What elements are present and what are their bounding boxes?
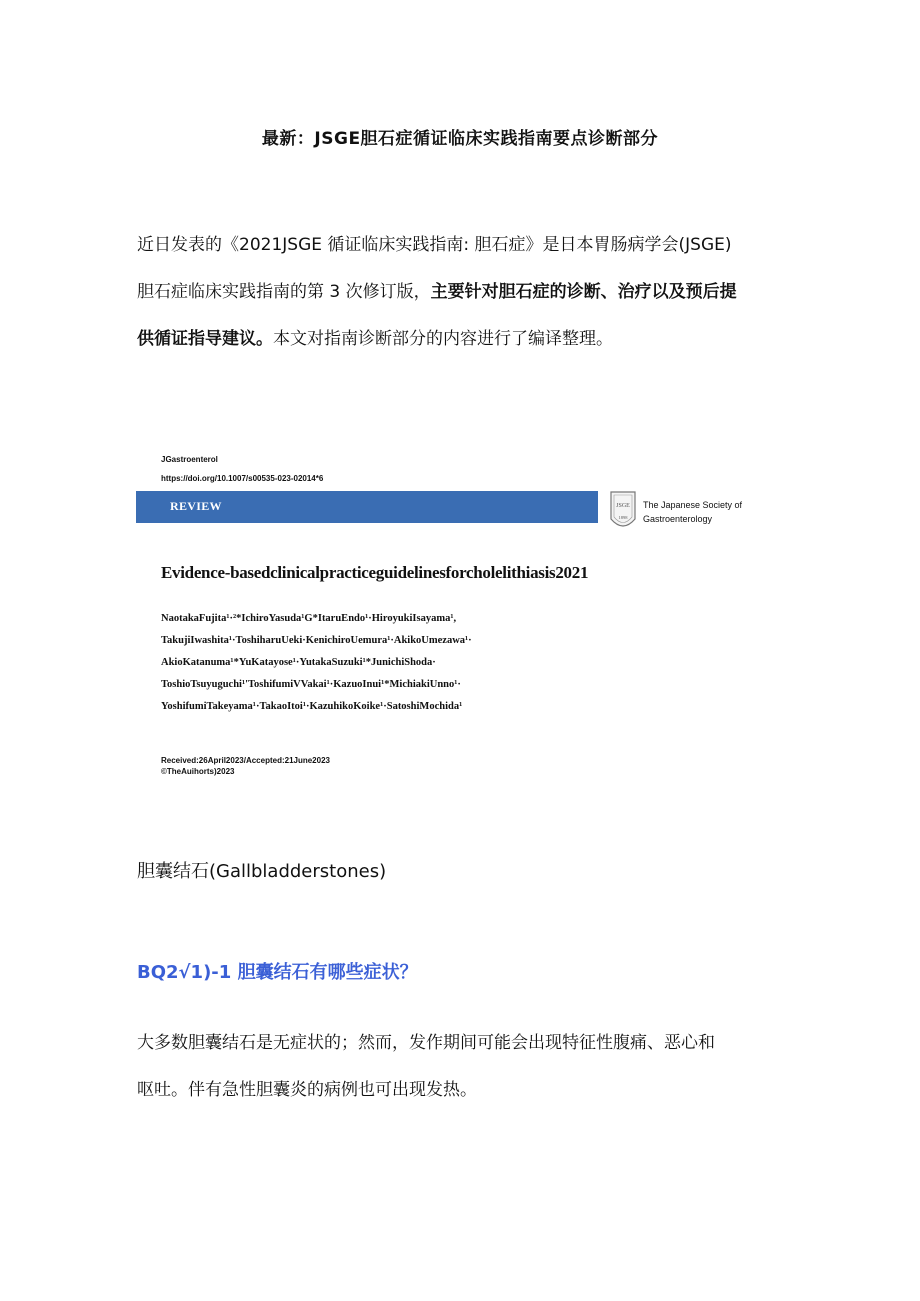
copyright-line: ©TheAuihorts)2023 [161,767,235,776]
author-line: AkioKatanuma¹*YuKatayose¹·YutakaSuzuki¹*JunichiShoda· [161,657,436,668]
journal-name: JGastroenterol [161,455,218,464]
author-line: TakujiIwashita¹·ToshiharuUeki·KenichiroUemura¹·AkikoUmezawa¹· [161,635,472,646]
seal-year: 1898 [618,515,628,520]
author-line: NaotakaFujita¹·²*IchiroYasuda¹G*ItaruEndo¹·HiroyukiIsayama¹, [161,613,457,624]
society-line-1: The Japanese Society of [643,500,743,510]
answer-line-2: 呕吐。伴有急性胆囊炎的病例也可出现发热。 [137,1080,477,1100]
society-line-2: Gastroenterology [643,514,713,524]
intro-line-2-bold: 主要针对胆石症的诊断、治疗以及预后提 [430,282,737,302]
seal-text: JSGE [616,503,630,509]
doi-link[interactable]: https://doi.org/10.1007/s00535-023-02014*6 [161,474,324,483]
intro-line-3 [137,316,787,363]
intro-line-1: 近日发表的《2021JSGE 循证临床实践指南: 胆石症》是日本胃肠病学会(JSGE) [137,235,732,255]
author-line: ToshioTsuyuguchi¹'ToshifumiVVakai¹·KazuoInui¹*MichiakiUnno¹· [161,679,461,690]
document-title: 最新：JSGE胆石症循证临床实践指南要点诊断部分 [261,129,659,149]
intro-line-3-bold: 供循证指导建议。 [137,329,273,349]
section-heading: 胆囊结石(Gallbladderstones) [137,861,387,882]
received-dates: Received:26April2023/Accepted:21June2023 [161,756,330,765]
society-seal-icon [608,489,638,535]
intro-line-2-plain: 胆石症临床实践指南的第 3 次修订版， [137,282,431,302]
paper-title: Evidence-basedclinicalpracticeguidelinesforcholelithiasis2021 [161,563,589,582]
society-name [643,498,742,526]
author-line: YoshifumiTakeyama¹·TakaoItoi¹·KazuhikoKoike¹·SatoshiMochida¹ [161,701,463,712]
answer-line-1: 大多数胆囊结石是无症状的；然而，发作期间可能会出现特征性腹痛、恶心和 [137,1033,715,1053]
intro-line-3-plain: 本文对指南诊断部分的内容进行了编译整理。 [273,329,613,349]
answer-paragraph [137,1020,787,1114]
author-list [161,608,472,718]
received-info [161,755,330,777]
intro-line-2 [137,269,787,316]
intro-paragraph [137,222,787,363]
review-label: REVIEW [170,499,222,513]
bq-heading: BQ2√1)-1 胆囊结石有哪些症状？ [137,962,418,983]
